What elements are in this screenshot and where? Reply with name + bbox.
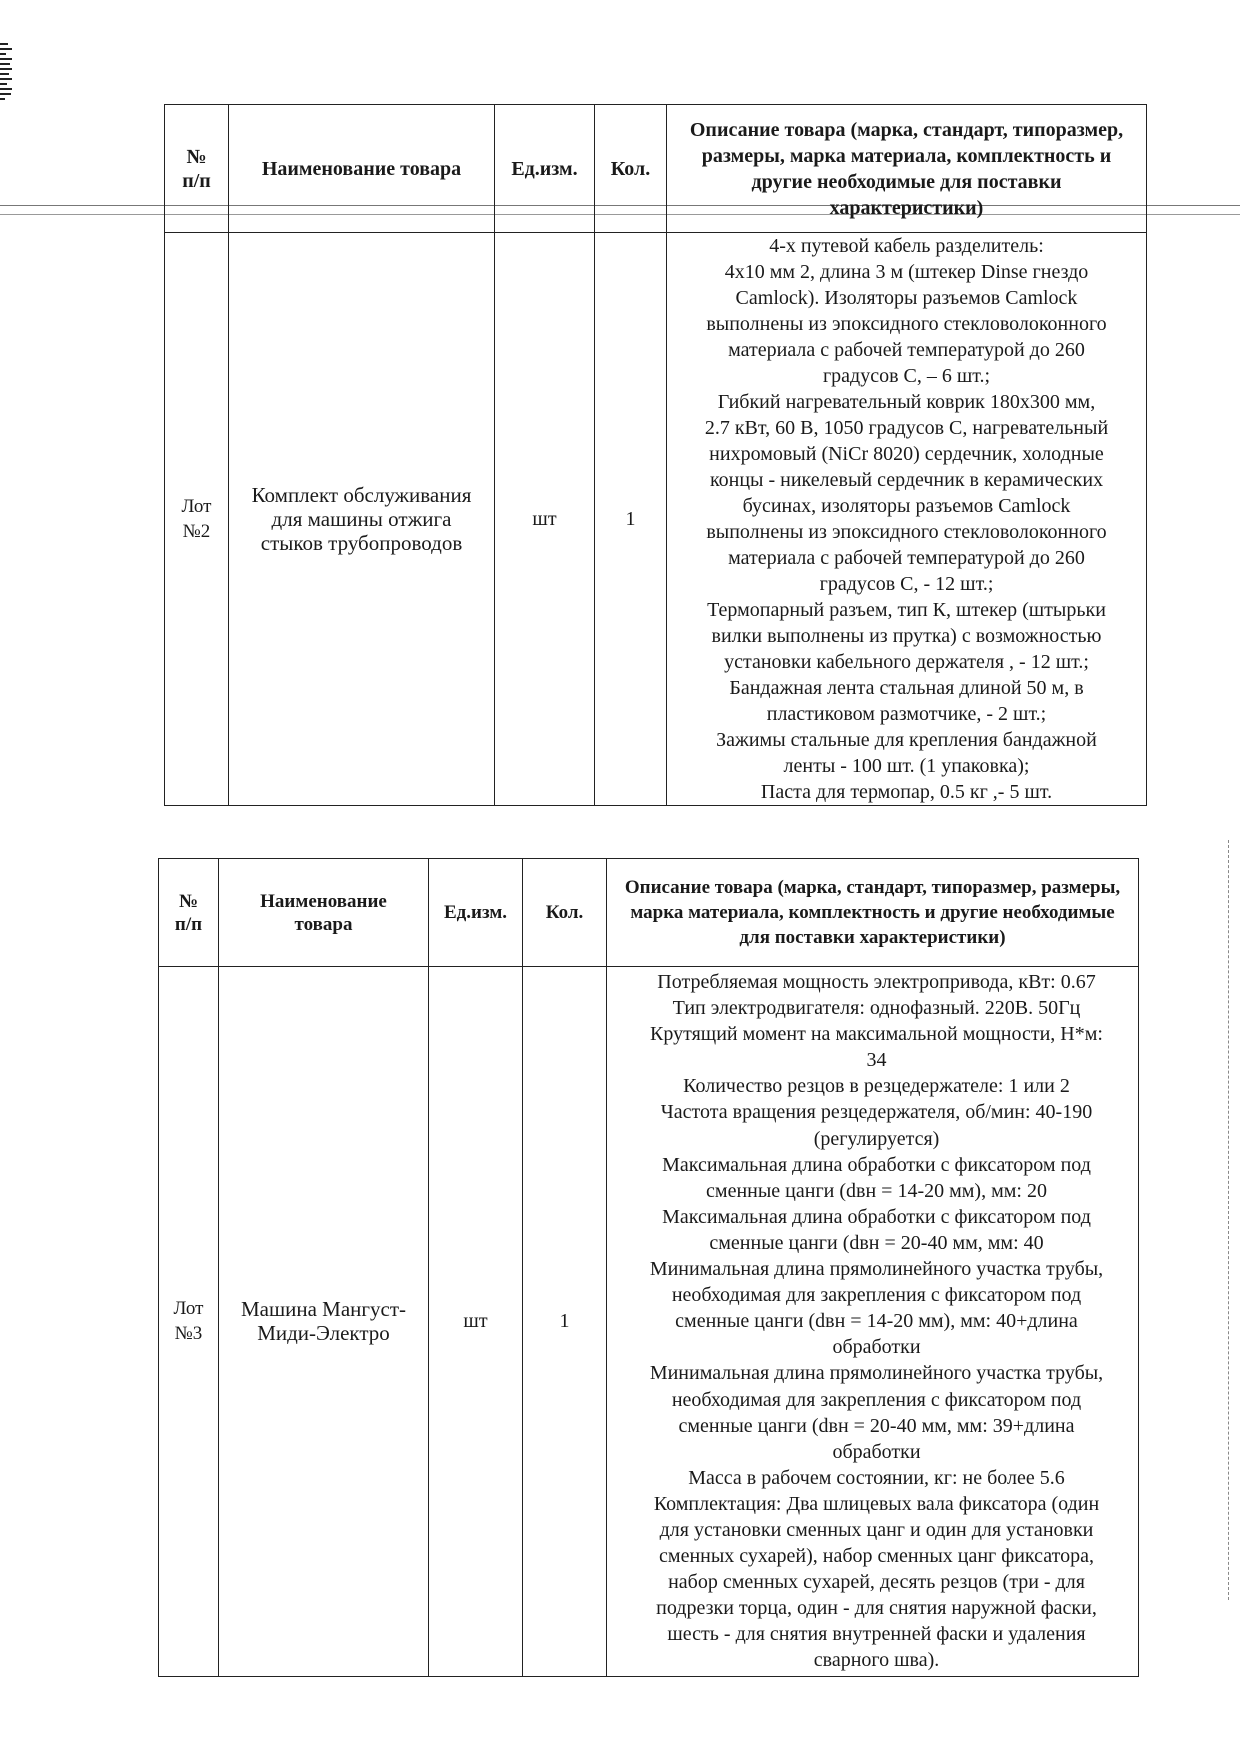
description-line: Количество резцов в резцедержателе: 1 или 2 — [683, 1075, 1070, 1098]
item-quantity: 1 — [523, 967, 607, 1677]
item-description — [667, 233, 1147, 806]
description-line: набор сменных сухарей, десять резцов (три - для — [668, 1571, 1085, 1594]
scan-vertical-line — [1228, 840, 1230, 1600]
item-unit: шт — [495, 233, 595, 806]
description-line: Бандажная лента стальная длиной 50 м, в — [729, 677, 1084, 699]
col-header-name: Наименование товара — [229, 105, 495, 233]
description-line: материала с рабочей температурой до 260 — [728, 339, 1085, 361]
lot-number: Лот №3 — [159, 967, 219, 1677]
table-row — [165, 233, 1147, 806]
description-line: 4-х путевой кабель разделитель: — [769, 235, 1044, 257]
description-line: сменные цанги (dвн = 20-40 мм, мм: 40 — [709, 1231, 1044, 1254]
description-line: Camlock). Изоляторы разъемов Camlock — [735, 287, 1078, 309]
table-header-row — [165, 105, 1147, 233]
item-name: Комплект обслуживания для машины отжига стыков трубопроводов — [229, 233, 495, 806]
description-line: установки кабельного держателя , - 12 шт.; — [724, 651, 1089, 673]
description-line: пластиковом размотчике, - 2 шт.; — [766, 703, 1047, 725]
description-line: 2.7 кВт, 60 В, 1050 градусов С, нагревательный — [704, 417, 1109, 439]
description-line: сменных сухарей), набор сменных цанг фиксатора, — [659, 1545, 1094, 1568]
col-header-name: Наименование товара — [219, 859, 429, 967]
description-line: Зажимы стальные для крепления бандажной — [716, 729, 1097, 751]
description-line: вилки выполнены из прутка) с возможностью — [711, 625, 1102, 647]
description-line: Потребляемая мощность электропривода, кВт: 0.67 — [657, 971, 1096, 993]
col-header-number: № п/п — [165, 105, 229, 233]
description-line: сменные цанги (dвн = 20-40 мм, мм: 39+длина — [678, 1414, 1075, 1437]
description-line: сменные цанги (dвн = 14-20 мм), мм: 40+длина — [675, 1310, 1078, 1333]
description-line: обработки — [832, 1440, 921, 1463]
description-line: 34 — [866, 1049, 887, 1072]
description-line: Масса в рабочем состоянии, кг: не более 5.6 — [688, 1466, 1065, 1489]
description-line: шесть - для снятия внутренней фаски и удаления — [667, 1623, 1086, 1646]
description-line: концы - никелевый сердечник в керамических — [709, 469, 1104, 491]
description-line: Частота вращения резцедержателя, об/мин: 40-190 — [660, 1101, 1093, 1124]
col-header-qty: Кол. — [523, 859, 607, 967]
lot-2-table — [164, 104, 1147, 806]
col-header-description: Описание товара (марка, стандарт, типоразмер, размеры, марка материала, комплектность и другие необходимые для поставки характеристики) — [607, 859, 1139, 967]
description-line: градусов С, – 6 шт.; — [822, 365, 991, 387]
description-line: Крутящий момент на максимальной мощности, Н*м: — [650, 1023, 1103, 1046]
description-line: сварного шва). — [813, 1649, 940, 1672]
description-line: Максимальная длина обработки с фиксатором под — [662, 1153, 1091, 1176]
description-line: необходимая для закрепления с фиксатором под — [671, 1284, 1082, 1307]
item-unit: шт — [429, 967, 523, 1677]
item-description — [607, 967, 1139, 1677]
description-line: Комплектация: Два шлицевых вала фиксатора (один — [653, 1492, 1100, 1515]
description-line: 4х10 мм 2, длина 3 м (штекер Dinse гнездо — [724, 261, 1089, 283]
description-line: ленты - 100 шт. (1 упаковка); — [783, 755, 1030, 777]
description-line: выполнены из эпоксидного стекловолоконного — [706, 313, 1107, 335]
description-line: выполнены из эпоксидного стекловолоконного — [706, 521, 1107, 543]
col-header-description: Описание товара (марка, стандарт, типоразмер, размеры, марка материала, комплектность и другие необходимые для поставки характеристики) — [667, 105, 1147, 233]
description-line: подрезки торца, один - для снятия наружной фаски, — [656, 1597, 1097, 1620]
table-row — [159, 967, 1139, 1677]
description-line: Минимальная длина прямолинейного участка трубы, — [649, 1362, 1104, 1385]
description-line: Максимальная длина обработки с фиксатором под — [662, 1205, 1091, 1228]
lot-3-table — [158, 858, 1139, 1677]
lot-number: Лот №2 — [165, 233, 229, 806]
description-line: бусинах, изоляторы разъемов Camlock — [742, 495, 1071, 517]
description-line: обработки — [832, 1336, 921, 1359]
description-line: Минимальная длина прямолинейного участка трубы, — [649, 1258, 1104, 1281]
col-header-number: № п/п — [159, 859, 219, 967]
description-line: градусов С, - 12 шт.; — [819, 573, 994, 595]
description-line: материала с рабочей температурой до 260 — [728, 547, 1085, 569]
description-line: Паста для термопар, 0.5 кг ,- 5 шт. — [760, 781, 1053, 803]
col-header-unit: Ед.изм. — [495, 105, 595, 233]
col-header-qty: Кол. — [595, 105, 667, 233]
description-line: необходимая для закрепления с фиксатором под — [671, 1388, 1082, 1411]
table-header-row — [159, 859, 1139, 967]
description-line: сменные цанги (dвн = 14-20 мм), мм: 20 — [706, 1179, 1047, 1202]
item-name: Машина Мангуст-Миди-Электро — [219, 967, 429, 1677]
description-line: Тип электродвигателя: однофазный. 220В. 50Гц — [672, 997, 1081, 1020]
description-line: (регулируется) — [813, 1127, 940, 1150]
description-line: для установки сменных цанг и один для установки — [659, 1518, 1094, 1541]
description-line: нихромовый (NiCr 8020) сердечник, холодные — [709, 443, 1104, 465]
description-line: Гибкий нагревательный коврик 180х300 мм, — [717, 391, 1096, 413]
col-header-unit: Ед.изм. — [429, 859, 523, 967]
item-quantity: 1 — [595, 233, 667, 806]
description-line: Термопарный разъем, тип К, штекер (штырьки — [707, 599, 1106, 621]
